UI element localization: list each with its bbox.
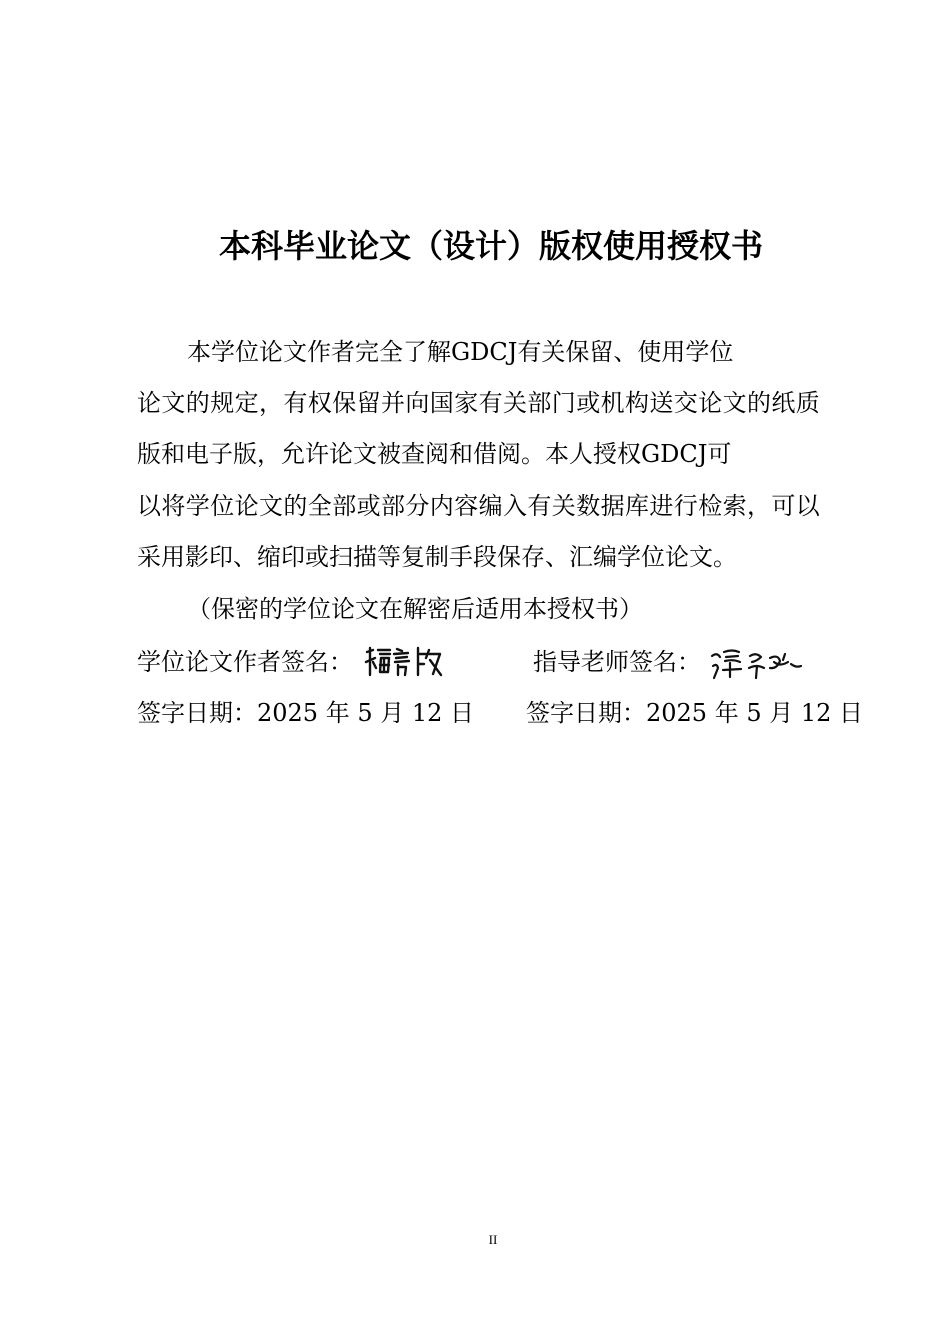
body-line-2: 论文的规定，有权保留并向国家有关部门或机构送交论文的纸质	[137, 389, 821, 417]
body-line-5: 采用影印、缩印或扫描等复制手段保存、汇编学位论文。	[137, 543, 737, 571]
page-number: II	[488, 1232, 498, 1247]
advisor-signature	[708, 644, 804, 684]
advisor-signature-label: 指导老师签名：	[533, 648, 701, 676]
body-line-4: 以将学位论文的全部或部分内容编入有关数据库进行检索，可以	[137, 492, 821, 520]
page-title: 本科毕业论文（设计）版权使用授权书	[218, 227, 763, 265]
body-line-3: 版和电子版，允许论文被查阅和借阅。本人授权GDCJ可	[137, 440, 732, 468]
author-sign-date: 签字日期：2025 年 5 月 12 日	[137, 699, 475, 727]
advisor-sign-date: 签字日期：2025 年 5 月 12 日	[526, 699, 864, 727]
author-signature	[363, 642, 443, 682]
confidentiality-note: （保密的学位论文在解密后适用本授权书）	[187, 595, 643, 623]
author-signature-label: 学位论文作者签名：	[137, 648, 353, 676]
body-line-1: 本学位论文作者完全了解GDCJ有关保留、使用学位	[187, 338, 734, 366]
